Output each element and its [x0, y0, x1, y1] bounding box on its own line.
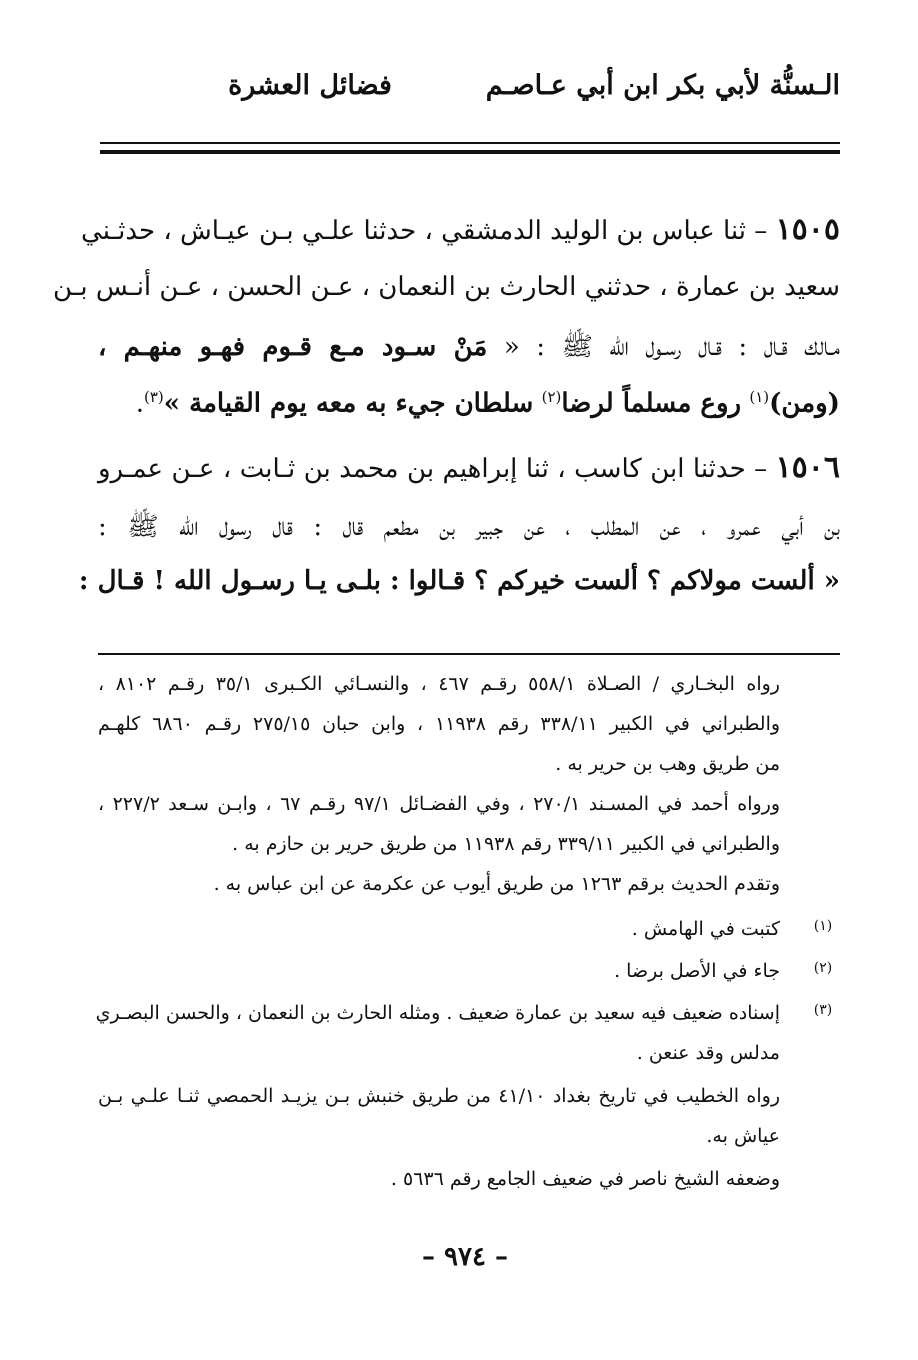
hadith-1506-line-1: ١٥٠٦ – حدثنا ابن كاسب ، ثنا إبراهيم بن محمد بن ثـابت ، عـن عمـرو — [98, 450, 840, 485]
footnote-line: وتقدم الحديث برقم ١٢٦٣ من طريق أيوب عن عكرمة عن ابن عباس به . — [213, 873, 780, 895]
footnote-line: وضعفه الشيخ ناصر في ضعيف الجامع رقم ٥٦٣٦ . — [390, 1168, 780, 1190]
hadith-1506-line-3: « ألست مولاكم ؟ ألست خيركم ؟ قـالوا : بلـى يـا رسـول الله ! قـال : — [78, 566, 840, 596]
footnote-separator — [98, 653, 840, 655]
running-chapter-title: فضائل العشرة — [228, 70, 392, 101]
footnote-line: ورواه أحمد في المسـند ٢٧٠/١ ، وفي الفضـائل ٩٧/١ رقـم ٦٧ ، وابـن سـعد ٢٢٧/٢ ، — [98, 793, 780, 815]
footnote-line: من طريق وهب بن حرير به . — [555, 753, 780, 775]
footnote-ref-1: (١) — [749, 388, 770, 406]
footnote-line: رواه الخطيب في تاريخ بغداد ٤١/١٠ من طريق خنبش بـن يزيـد الحمصي ثنـا علـي بـن — [98, 1085, 780, 1107]
footnote-line: كتبت في الهامش . — [631, 918, 780, 940]
hadith-1506-line-2: بن أبي عمرو ، عن المطلب ، عن جبير بن مطعم قال : قال رسول الله ﷺ : — [98, 512, 840, 542]
footnote-line: والطبراني في الكبير ٣٣٨/١١ رقم ١١٩٣٨ ، وابن حبان ٢٧٥/١٥ رقـم ٦٨٦٠ كلهـم — [98, 713, 781, 735]
hadith-number: ١٥٠٦ — [775, 450, 840, 485]
running-book-title: الـسنُّة لأبي بكر ابن أبي عـاصـم — [485, 70, 840, 101]
footnote-line: رواه البخـاري / الصـلاة ٥٥٨/١ رقـم ٤٦٧ ، والنسـائي الكـبرى ٣٥/١ رقـم ٨١٠٢ ، — [98, 673, 780, 695]
footnote-marker-1: (١) — [813, 918, 833, 934]
footnote-line: جاء في الأصل برضا . — [614, 960, 780, 982]
footnote-ref-3: (٣) — [143, 388, 164, 406]
header-rule-thin — [100, 142, 840, 144]
hadith-1505-line-4: (ومن)$^{(١)}$ روع مسلماً لرضا$^{(٢)}$ سلطان جيء به معه يوم القيامة »$^{(٣)}$. — [135, 388, 840, 419]
footnote-line: مدلس وقد عنعن . — [636, 1042, 780, 1064]
hadith-1505-line-3: مـالك قـال : قـال رسـول الله ﷺ : « مَنْ سـود مـع قـوم فهـو منهـم ، — [98, 332, 840, 362]
footnote-line: والطبراني في الكبير ٣٣٩/١١ رقم ١١٩٣٨ من طريق حرير بن حازم به . — [232, 833, 780, 855]
footnote-ref-2: (٢) — [541, 388, 562, 406]
footnote-marker-2: (٢) — [813, 960, 833, 976]
footnote-line: عياش به. — [706, 1125, 780, 1147]
footnote-line: إسناده ضعيف فيه سعيد بن عمارة ضعيف . ومثله الحارث بن النعمان ، والحسن البصـري — [95, 1002, 780, 1024]
hadith-1505-line-2: سعيد بن عمارة ، حدثني الحارث بن النعمان ، عـن الحسن ، عـن أنـس بـن — [53, 272, 840, 302]
page-number: – ٩٧٤ – — [421, 1242, 509, 1272]
footnote-marker-3: (٣) — [813, 1002, 833, 1018]
header-rule-thick — [100, 150, 840, 154]
hadith-number: ١٥٠٥ — [775, 212, 840, 247]
hadith-1505-line-1: ١٥٠٥ – ثنا عباس بن الوليد الدمشقي ، حدثنا علـي بـن عيـاش ، حدثـني — [81, 212, 840, 247]
